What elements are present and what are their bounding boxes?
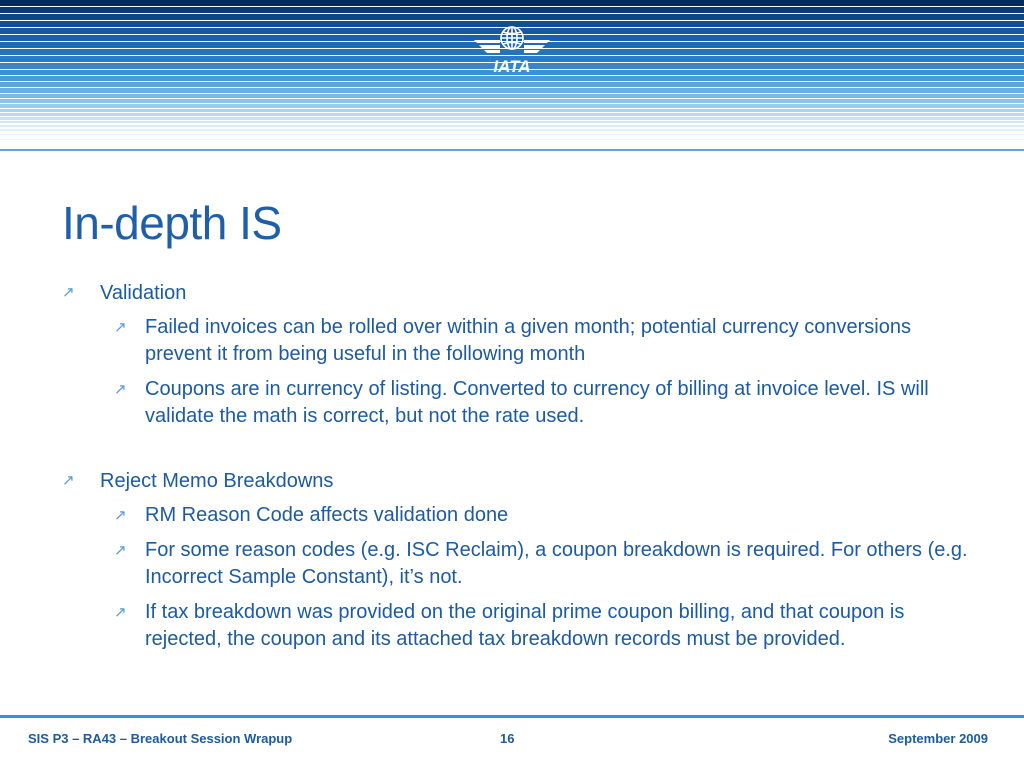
banner-stripe <box>0 129 1024 131</box>
arrow-bullet-icon: ↗ <box>62 472 75 489</box>
arrow-bullet-icon: ↗ <box>114 507 127 524</box>
banner-stripe <box>0 117 1024 120</box>
header-banner <box>0 0 1024 152</box>
page-number: 16 <box>500 731 515 746</box>
banner-divider <box>0 149 1024 151</box>
footer-presentation-title: SIS P3 – RA43 – Breakout Session Wrapup <box>28 731 293 746</box>
bullet-text: For some reason codes (e.g. ISC Reclaim), a coupon breakdown is required. For others (e.g. Incorrect Sample Constant), it’s not. <box>145 539 968 588</box>
logo-wordmark: IATA <box>493 57 531 76</box>
banner-stripe <box>0 0 1024 6</box>
banner-stripe <box>0 139 1024 140</box>
bullet-text: If tax breakdown was provided on the original prime coupon billing, and that coupon is rejected, the coupon and its attached tax breakdown records must be provided. <box>145 601 905 650</box>
banner-stripe <box>0 94 1024 98</box>
bullet-level1 <box>62 468 982 494</box>
banner-stripe <box>0 104 1024 108</box>
footer-divider <box>0 715 1024 718</box>
arrow-bullet-icon: ↗ <box>114 542 127 559</box>
banner-stripe <box>0 82 1024 87</box>
section-heading: Reject Memo Breakdowns <box>100 470 334 492</box>
bullet-level1 <box>62 280 982 306</box>
section-heading: Validation <box>100 282 187 304</box>
footer-date: September 2009 <box>888 731 988 746</box>
banner-stripe <box>0 134 1024 135</box>
banner-stripe <box>0 109 1024 112</box>
banner-stripe <box>0 99 1024 103</box>
bullet-text: RM Reason Code affects validation done <box>145 504 509 526</box>
arrow-bullet-icon: ↗ <box>114 381 127 398</box>
banner-stripe <box>0 113 1024 116</box>
banner-stripe <box>0 7 1024 13</box>
arrow-bullet-icon: ↗ <box>62 284 75 301</box>
slide-title: In-depth IS <box>62 197 282 249</box>
bullet-level2 <box>62 502 982 529</box>
banner-stripe <box>0 121 1024 123</box>
banner-stripe <box>0 88 1024 93</box>
bullet-text: Failed invoices can be rolled over within a given month; potential currency conversions prevent it from being useful in the following month <box>145 316 911 365</box>
arrow-bullet-icon: ↗ <box>114 319 127 336</box>
banner-stripe <box>0 125 1024 127</box>
bullet-level2 <box>62 314 982 368</box>
banner-stripe <box>0 76 1024 81</box>
bullet-level2 <box>62 537 982 591</box>
bullet-level2 <box>62 599 982 653</box>
arrow-bullet-icon: ↗ <box>114 604 127 621</box>
slide-body <box>62 280 982 653</box>
bullet-text: Coupons are in currency of listing. Converted to currency of billing at invoice level. IS will validate the math is correct, but not the rate used. <box>145 378 929 427</box>
bullet-level2 <box>62 376 982 430</box>
iata-logo <box>470 18 554 76</box>
